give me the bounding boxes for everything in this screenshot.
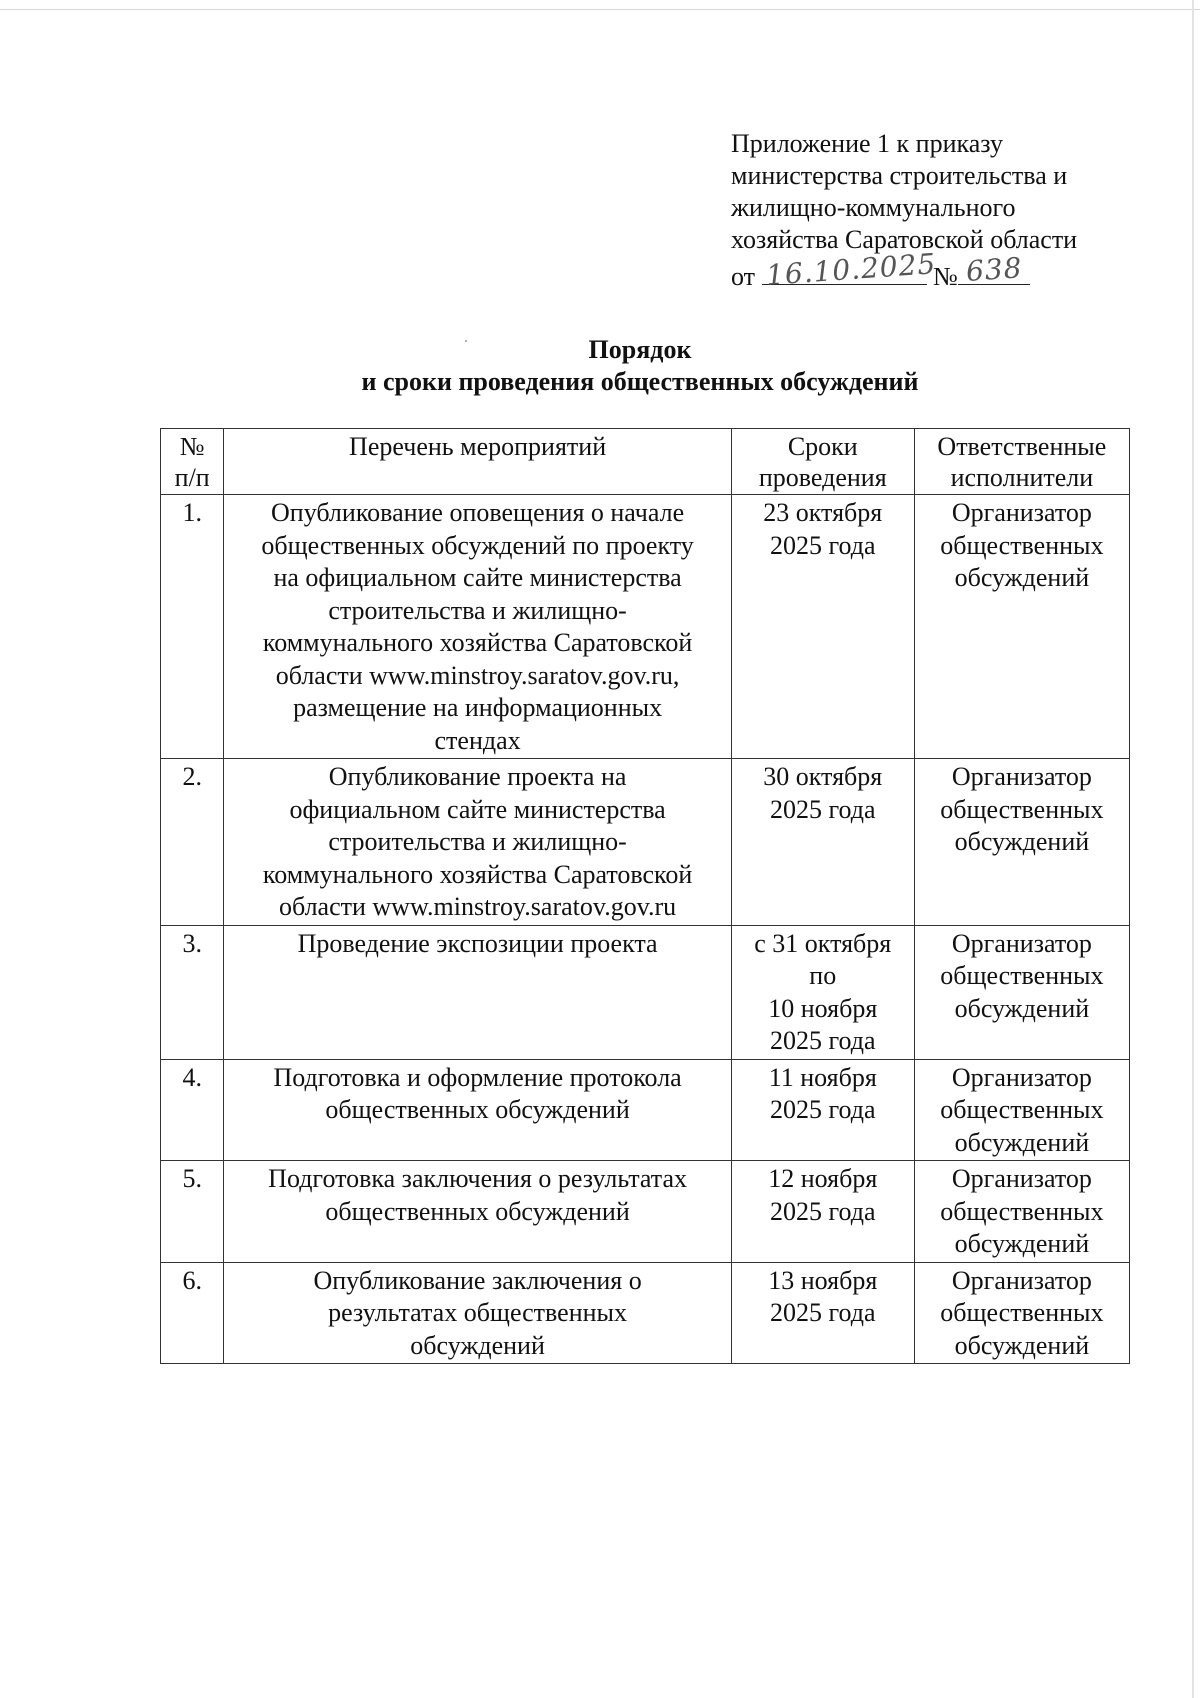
- header-responsible: [914, 429, 1129, 495]
- header-responsible-line: Ответственные: [937, 432, 1107, 461]
- row-responsible-line: обсуждений: [954, 993, 1090, 1023]
- row-term-line: 2025 года: [769, 1095, 876, 1124]
- row-number-cell: [161, 1059, 224, 1161]
- table-body: [161, 495, 1130, 1364]
- row-number-cell: [161, 495, 224, 759]
- row-responsible-line: общественных: [940, 530, 1104, 560]
- events-table: [160, 428, 1130, 1364]
- row-term-line: по: [809, 961, 837, 990]
- row-term-line: 2025 года: [769, 794, 876, 824]
- row-event-cell: [224, 495, 731, 759]
- row-event-line: размещение на информационных: [293, 693, 663, 722]
- row-number: 4.: [182, 1062, 202, 1092]
- scan-edge-top: [0, 9, 1200, 10]
- row-term-cell: [731, 495, 914, 759]
- row-responsible-cell: [914, 1059, 1129, 1161]
- table-row: [161, 1161, 1130, 1263]
- row-event-cell: [224, 1262, 731, 1364]
- order-date-number-line: [731, 247, 1171, 293]
- row-term-line: 2025 года: [769, 1196, 876, 1226]
- row-responsible-line: обсуждений: [954, 563, 1090, 592]
- header-event-line: Перечень мероприятий: [349, 432, 607, 461]
- row-responsible-line: обсуждений: [954, 1229, 1090, 1258]
- row-event-line: Опубликование проекта на: [328, 762, 627, 791]
- row-event-line: области www.minstroy.saratov.gov.ru: [278, 892, 677, 921]
- row-term-cell: [731, 1059, 914, 1161]
- row-responsible-line: Организатор: [951, 1062, 1092, 1092]
- row-term-line: 30 октября: [763, 762, 883, 791]
- row-number-cell: [161, 1262, 224, 1364]
- appendix-line: министерства строительства и: [731, 161, 1068, 190]
- row-term-line: 12 ноября: [768, 1164, 878, 1193]
- row-term-cell: [731, 925, 914, 1059]
- row-responsible-line: Организатор: [951, 1265, 1092, 1295]
- row-number-cell: [161, 925, 224, 1059]
- appendix-line: Приложение 1 к приказу: [731, 129, 1004, 158]
- header-number-line: п/п: [174, 463, 210, 492]
- row-responsible-cell: [914, 1161, 1129, 1263]
- document-title: [0, 334, 1200, 398]
- header-number-line: №: [179, 432, 205, 461]
- row-number: 6.: [182, 1265, 202, 1295]
- row-event-line: Подготовка заключения о результатах: [268, 1164, 687, 1193]
- row-term-line: 2025 года: [769, 530, 876, 560]
- table-row: [161, 1262, 1130, 1364]
- row-event-line: общественных обсуждений: [325, 1095, 630, 1124]
- header-term-line: проведения: [758, 463, 887, 492]
- row-event-cell: [224, 1059, 731, 1161]
- row-responsible-line: Организатор: [951, 928, 1092, 958]
- row-number-cell: [161, 1161, 224, 1263]
- header-terms: [731, 429, 914, 495]
- header-responsible-line: исполнители: [950, 463, 1094, 492]
- header-number: [161, 429, 224, 495]
- row-responsible-line: Организатор: [951, 762, 1092, 791]
- row-term-cell: [731, 759, 914, 926]
- appendix-line: жилищно-коммунального: [731, 193, 1016, 222]
- row-event-line: общественных обсуждений: [325, 1196, 630, 1226]
- number-label: №: [933, 262, 958, 291]
- row-event-line: обсуждений: [410, 1330, 545, 1360]
- row-term-line: 23 октября: [763, 498, 883, 527]
- number-blank: [958, 251, 1030, 288]
- table-row: [161, 759, 1130, 926]
- table-row: [161, 1059, 1130, 1161]
- row-event-line: коммунального хозяйства Саратовской: [262, 859, 693, 889]
- row-responsible-line: общественных: [940, 1298, 1104, 1327]
- from-label: от: [731, 262, 756, 291]
- row-term-line: с 31 октября: [754, 928, 892, 958]
- table-header-row: [161, 429, 1130, 495]
- row-responsible-line: Организатор: [951, 1164, 1092, 1193]
- table-row: [161, 925, 1130, 1059]
- row-event-line: результатах общественных: [328, 1298, 628, 1327]
- row-event-cell: [224, 1161, 731, 1263]
- row-responsible-line: общественных: [940, 1196, 1104, 1226]
- row-responsible-line: обсуждений: [954, 1330, 1090, 1360]
- row-term-line: 2025 года: [769, 1026, 876, 1055]
- scan-edge-right: [1192, 0, 1194, 1698]
- row-term-line: 11 ноября: [768, 1062, 877, 1092]
- row-responsible-line: Организатор: [951, 498, 1092, 527]
- row-responsible-line: общественных: [940, 1095, 1104, 1124]
- table-row: [161, 495, 1130, 759]
- row-event-line: на официальном сайте министерства: [273, 563, 682, 592]
- date-blank: [762, 247, 937, 292]
- handwritten-number: 638: [964, 251, 1024, 288]
- header-event-list: [224, 429, 731, 495]
- row-event-cell: [224, 925, 731, 1059]
- appendix-line: хозяйства Саратовской области: [731, 225, 1078, 254]
- row-responsible-line: обсуждений: [954, 827, 1090, 856]
- row-event-line: строительства и жилищно-: [328, 827, 627, 856]
- row-event-line: Проведение экспозиции проекта: [297, 928, 658, 958]
- row-event-line: официальном сайте министерства: [289, 794, 666, 824]
- title-line-1: Порядок: [588, 335, 692, 364]
- row-event-line: строительства и жилищно-: [328, 595, 627, 625]
- row-event-line: коммунального хозяйства Саратовской: [262, 628, 693, 657]
- row-number-cell: [161, 759, 224, 926]
- row-responsible-cell: [914, 1262, 1129, 1364]
- row-event-line: Опубликование заключения о: [313, 1265, 642, 1295]
- row-responsible-line: общественных: [940, 794, 1104, 824]
- row-term-cell: [731, 1161, 914, 1263]
- row-term-line: 13 ноября: [768, 1265, 878, 1295]
- row-responsible-cell: [914, 925, 1129, 1059]
- header-term-line: Сроки: [787, 432, 858, 461]
- row-number: 1.: [182, 498, 202, 527]
- row-term-line: 10 ноября: [768, 993, 878, 1023]
- row-event-cell: [224, 759, 731, 926]
- row-number: 5.: [182, 1164, 202, 1193]
- title-line-2: и сроки проведения общественных обсуждений: [361, 367, 919, 396]
- row-responsible-cell: [914, 759, 1129, 926]
- handwritten-date: 16.10.2025: [764, 247, 937, 292]
- row-term-line: 2025 года: [769, 1298, 876, 1327]
- row-number: 3.: [182, 928, 202, 958]
- row-event-line: Подготовка и оформление протокола: [273, 1062, 682, 1092]
- appendix-block: [731, 128, 1171, 293]
- row-term-cell: [731, 1262, 914, 1364]
- row-event-line: Опубликование оповещения о начале: [271, 498, 685, 527]
- row-event-line: стендах: [434, 725, 521, 755]
- row-responsible-line: обсуждений: [954, 1127, 1090, 1157]
- row-event-line: области www.minstroy.saratov.gov.ru,: [275, 660, 680, 690]
- row-responsible-line: общественных: [940, 961, 1104, 990]
- row-event-line: общественных обсуждений по проекту: [261, 530, 694, 560]
- row-number: 2.: [182, 762, 202, 791]
- row-responsible-cell: [914, 495, 1129, 759]
